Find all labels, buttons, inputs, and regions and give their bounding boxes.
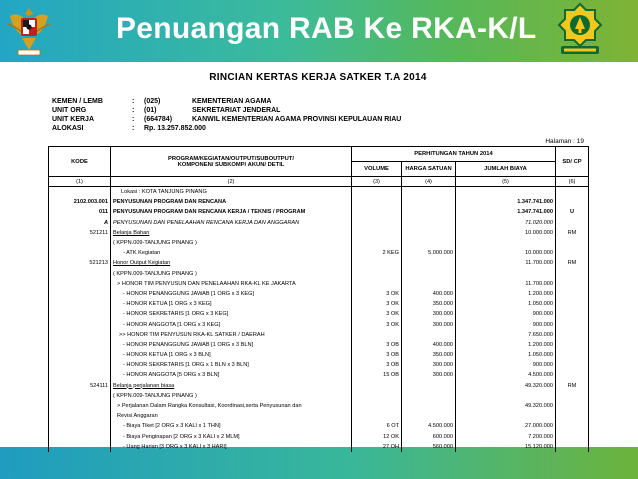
- cell-desc: PENYUSUNAN DAN PENELAAHAN RENCANA KERJA DAN ANGGARAN: [111, 218, 352, 228]
- cell-kode: [49, 319, 111, 329]
- cell-kode: [49, 340, 111, 350]
- cell-harga: [402, 238, 456, 248]
- meta-value: KANWIL KEMENTERIAN AGAMA PROVINSI KEPULAUAN RIAU: [192, 116, 402, 123]
- page-title: Penuangan RAB Ke RKA-K/L: [116, 12, 537, 45]
- cell-jumlah: 10.000.000: [456, 248, 556, 258]
- cell-volume: [352, 411, 402, 421]
- cell-sdcp: [556, 309, 589, 319]
- cell-kode: 524111: [49, 381, 111, 391]
- cell-desc: ( KPPN.009-TANJUNG PINANG ): [111, 238, 352, 248]
- meta-label: UNIT KERJA: [52, 116, 95, 123]
- cell-jumlah: [456, 411, 556, 421]
- cell-jumlah: 71.020.000: [456, 218, 556, 228]
- table-row: [49, 248, 589, 258]
- meta-sep: :: [132, 116, 135, 123]
- cell-sdcp: [556, 289, 589, 299]
- cell-sdcp: [556, 238, 589, 248]
- cell-sdcp: [556, 442, 589, 452]
- table-row: [49, 421, 589, 431]
- header-kode: KODE: [49, 147, 111, 177]
- cell-jumlah: [456, 269, 556, 279]
- cell-volume: 15 OB: [352, 370, 402, 380]
- cell-kode: 011: [49, 207, 111, 217]
- cell-kode: [49, 269, 111, 279]
- col-number: (6): [556, 177, 589, 187]
- cell-kode: 521211: [49, 228, 111, 238]
- cell-desc: > HONOR TIM PENYUSUN DAN PENELAAHAN RKA-KL KE JAKARTA: [111, 279, 352, 289]
- cell-volume: [352, 391, 402, 401]
- cell-jumlah: [456, 391, 556, 401]
- rab-document: [44, 64, 592, 450]
- table-row: [49, 391, 589, 401]
- cell-harga: [402, 381, 456, 391]
- cell-sdcp: U: [556, 207, 589, 217]
- cell-volume: 3 OK: [352, 319, 402, 329]
- cell-volume: 3 OB: [352, 360, 402, 370]
- meta-label: ALOKASI: [52, 125, 84, 132]
- col-number: (1): [49, 177, 111, 187]
- cell-harga: 400.000: [402, 289, 456, 299]
- cell-sdcp: [556, 279, 589, 289]
- cell-volume: [352, 207, 402, 217]
- cell-kode: [49, 330, 111, 340]
- ministry-of-religious-affairs-emblem-icon: [553, 2, 607, 63]
- cell-volume: 3 OB: [352, 350, 402, 360]
- cell-sdcp: RM: [556, 228, 589, 238]
- cell-volume: [352, 330, 402, 340]
- cell-desc: - ATK Kegiatan: [111, 248, 352, 258]
- cell-harga: 350.000: [402, 299, 456, 309]
- cell-kode: [49, 432, 111, 442]
- cell-harga: 300.000: [402, 370, 456, 380]
- cell-kode: [49, 360, 111, 370]
- table-row: [49, 432, 589, 442]
- cell-kode: [49, 248, 111, 258]
- cell-volume: 3 OK: [352, 309, 402, 319]
- cell-desc: ( KPPN.009-TANJUNG PINANG ): [111, 391, 352, 401]
- cell-harga: [402, 228, 456, 238]
- cell-jumlah: 49.320.000: [456, 401, 556, 411]
- header-sdcp: SD/ CP: [556, 147, 589, 177]
- cell-volume: 3 OB: [352, 340, 402, 350]
- meta-code: (025): [144, 98, 161, 105]
- cell-jumlah: 27.000.000: [456, 421, 556, 431]
- cell-kode: A: [49, 218, 111, 228]
- cell-jumlah: 7.650.000: [456, 330, 556, 340]
- header-program-line1: PROGRAM/KEGIATAN/OUTPUT/SUBOUTPUT/: [167, 155, 295, 162]
- cell-volume: 27 OH: [352, 442, 402, 452]
- meta-code: (664784): [144, 116, 173, 123]
- cell-desc: Belanja perjalanan biasa: [111, 381, 352, 391]
- table-row: [49, 350, 589, 360]
- document-title: RINCIAN KERTAS KERJA SATKER T.A 2014: [209, 72, 427, 83]
- cell-jumlah: 1.200.000: [456, 289, 556, 299]
- cell-volume: [352, 197, 402, 207]
- cell-kode: [49, 370, 111, 380]
- header-program: [111, 147, 352, 177]
- cell-desc: - HONOR KETUA [1 ORG x 3 KEG]: [111, 299, 352, 309]
- meta-sep: :: [132, 107, 135, 114]
- header-harga: HARGA SATUAN: [402, 162, 456, 177]
- meta-value: SEKRETARIAT JENDERAL: [192, 107, 281, 114]
- cell-sdcp: [556, 391, 589, 401]
- cell-sdcp: [556, 197, 589, 207]
- cell-jumlah: 11.700.000: [456, 279, 556, 289]
- cell-desc: - HONOR PENANGGUNG JAWAB [1 ORG x 3 BLN]: [111, 340, 352, 350]
- cell-harga: [402, 279, 456, 289]
- table-row: [49, 381, 589, 391]
- cell-jumlah: 11.700.000: [456, 258, 556, 268]
- rab-table: [48, 146, 589, 452]
- meta-code: (01): [144, 107, 157, 114]
- cell-kode: [49, 299, 111, 309]
- cell-kode: [49, 309, 111, 319]
- cell-kode: [49, 187, 111, 198]
- table-row: [49, 238, 589, 248]
- cell-sdcp: [556, 248, 589, 258]
- cell-volume: [352, 228, 402, 238]
- cell-harga: 350.000: [402, 350, 456, 360]
- cell-kode: [49, 421, 111, 431]
- cell-sdcp: [556, 411, 589, 421]
- cell-harga: 300.000: [402, 319, 456, 329]
- table-row: [49, 370, 589, 380]
- cell-desc: - HONOR KETUA [1 ORG x 3 BLN]: [111, 350, 352, 360]
- cell-harga: 600.000: [402, 432, 456, 442]
- cell-desc: - HONOR ANGGOTA [1 ORG x 3 KEG]: [111, 319, 352, 329]
- cell-kode: [49, 391, 111, 401]
- header-volume: VOLUME: [352, 162, 402, 177]
- table-row: [49, 360, 589, 370]
- cell-harga: [402, 197, 456, 207]
- table-row: [49, 411, 589, 421]
- cell-sdcp: [556, 401, 589, 411]
- table-row: [49, 279, 589, 289]
- cell-harga: 560.000: [402, 442, 456, 452]
- cell-sdcp: [556, 350, 589, 360]
- cell-kode: 2102.003.001: [49, 197, 111, 207]
- cell-volume: [352, 401, 402, 411]
- table-row: [49, 207, 589, 217]
- cell-volume: [352, 187, 402, 198]
- col-number: (2): [111, 177, 352, 187]
- cell-sdcp: [556, 299, 589, 309]
- cell-jumlah: 7.200.000: [456, 432, 556, 442]
- table-row: [49, 187, 589, 198]
- meta-sep: :: [132, 125, 135, 132]
- cell-desc: PENYUSUNAN PROGRAM DAN RENCANA KERJA / TEKNIS / PROGRAM: [111, 207, 352, 217]
- cell-desc: > Perjalanan Dalam Rangka Konsultasi, Koordinasi,serta Penyusunan dan: [111, 401, 352, 411]
- cell-jumlah: 1.050.000: [456, 350, 556, 360]
- cell-sdcp: [556, 319, 589, 329]
- cell-desc: Honor Output Kegiatan: [111, 258, 352, 268]
- cell-kode: [49, 411, 111, 421]
- cell-harga: 300.000: [402, 309, 456, 319]
- table-row: [49, 330, 589, 340]
- table-row: [49, 258, 589, 268]
- meta-label: KEMEN / LEMB: [52, 98, 103, 105]
- cell-jumlah: 900.000: [456, 319, 556, 329]
- cell-jumlah: 4.500.000: [456, 370, 556, 380]
- cell-kode: [49, 289, 111, 299]
- cell-harga: 5.000.000: [402, 248, 456, 258]
- table-row: [49, 309, 589, 319]
- cell-desc: - Biaya Tiket [2 ORG x 3 KALI x 1 THN]: [111, 421, 352, 431]
- cell-harga: [402, 269, 456, 279]
- meta-code: Rp. 13.257.852.000: [144, 125, 206, 132]
- col-number: (4): [402, 177, 456, 187]
- table-row: [49, 218, 589, 228]
- table-row: [49, 269, 589, 279]
- cell-sdcp: [556, 360, 589, 370]
- cell-harga: 4.500.000: [402, 421, 456, 431]
- cell-desc: - HONOR PENANGGUNG JAWAB [1 ORG x 3 KEG]: [111, 289, 352, 299]
- cell-volume: [352, 269, 402, 279]
- table-row: [49, 401, 589, 411]
- table-row: [49, 289, 589, 299]
- cell-desc: - HONOR ANGGOTA [5 ORG x 3 BLN]: [111, 370, 352, 380]
- cell-kode: [49, 442, 111, 452]
- table-row: [49, 299, 589, 309]
- cell-harga: [402, 218, 456, 228]
- cell-sdcp: [556, 370, 589, 380]
- cell-kode: [49, 401, 111, 411]
- cell-jumlah: [456, 238, 556, 248]
- cell-harga: [402, 401, 456, 411]
- table-row: [49, 228, 589, 238]
- cell-harga: [402, 411, 456, 421]
- cell-jumlah: [456, 187, 556, 198]
- cell-jumlah: 1.347.741.000: [456, 197, 556, 207]
- cell-volume: 3 OK: [352, 289, 402, 299]
- cell-sdcp: [556, 330, 589, 340]
- cell-harga: [402, 207, 456, 217]
- col-number: (3): [352, 177, 402, 187]
- cell-volume: [352, 238, 402, 248]
- cell-volume: 2 KEG: [352, 248, 402, 258]
- cell-desc: - Biaya Penginapan [2 ORG x 3 KALI x 2 MLM]: [111, 432, 352, 442]
- cell-volume: [352, 218, 402, 228]
- cell-jumlah: 15.120.000: [456, 442, 556, 452]
- cell-kode: [49, 238, 111, 248]
- cell-desc: Belanja Bahan: [111, 228, 352, 238]
- cell-desc: Revisi Anggaran: [111, 411, 352, 421]
- cell-desc: PENYUSUNAN PROGRAM DAN RENCANA: [111, 197, 352, 207]
- page-number: Halaman : 19: [545, 138, 584, 145]
- cell-jumlah: 49.320.000: [456, 381, 556, 391]
- table-row: [49, 197, 589, 207]
- table-row: [49, 319, 589, 329]
- cell-jumlah: 900.000: [456, 309, 556, 319]
- cell-volume: 6 OT: [352, 421, 402, 431]
- cell-sdcp: RM: [556, 381, 589, 391]
- cell-jumlah: 900.000: [456, 360, 556, 370]
- cell-sdcp: [556, 187, 589, 198]
- cell-harga: 400.000: [402, 340, 456, 350]
- cell-sdcp: [556, 421, 589, 431]
- cell-volume: [352, 381, 402, 391]
- meta-value: KEMENTERIAN AGAMA: [192, 98, 272, 105]
- meta-sep: :: [132, 98, 135, 105]
- cell-desc: >> HONOR TIM PENYUSUN RKA-KL SATKER / DAERAH: [111, 330, 352, 340]
- header-jumlah: JUMLAH BIAYA: [456, 162, 556, 177]
- cell-sdcp: [556, 432, 589, 442]
- cell-desc: - HONOR SEKRETARIS [1 ORG x 1 BLN x 3 BLN]: [111, 360, 352, 370]
- col-number: (5): [456, 177, 556, 187]
- cell-harga: [402, 391, 456, 401]
- cell-volume: [352, 279, 402, 289]
- cell-kode: [49, 350, 111, 360]
- garuda-emblem-icon: [6, 2, 52, 63]
- cell-desc: ( KPPN.009-TANJUNG PINANG ): [111, 269, 352, 279]
- cell-sdcp: RM: [556, 258, 589, 268]
- cell-jumlah: 10.000.000: [456, 228, 556, 238]
- cell-volume: [352, 258, 402, 268]
- column-number-row: [49, 177, 589, 187]
- cell-desc: Lokasi : KOTA TANJUNG PINANG: [111, 187, 352, 198]
- cell-volume: 12 OK: [352, 432, 402, 442]
- cell-desc: - HONOR SEKRETARIS [1 ORG x 3 KEG]: [111, 309, 352, 319]
- cell-harga: [402, 258, 456, 268]
- cell-kode: 521213: [49, 258, 111, 268]
- table-header-row: [49, 147, 589, 162]
- cell-jumlah: 1.347.741.000: [456, 207, 556, 217]
- table-row: [49, 442, 589, 452]
- header-perhitungan: PERHITUNGAN TAHUN 2014: [352, 147, 556, 162]
- cell-volume: 3 OK: [352, 299, 402, 309]
- header-program-line2: KOMPONEN/ SUBKOMP/ AKUN/ DETIL: [177, 161, 285, 168]
- cell-sdcp: [556, 340, 589, 350]
- cell-harga: [402, 330, 456, 340]
- cell-jumlah: 1.200.000: [456, 340, 556, 350]
- cell-sdcp: [556, 269, 589, 279]
- cell-sdcp: [556, 218, 589, 228]
- cell-harga: [402, 187, 456, 198]
- cell-harga: 300.000: [402, 360, 456, 370]
- cell-jumlah: 1.050.000: [456, 299, 556, 309]
- cell-kode: [49, 279, 111, 289]
- meta-label: UNIT ORG: [52, 107, 87, 114]
- table-row: [49, 340, 589, 350]
- cell-desc: - Uang Harian [3 ORG x 3 KALI x 3 HARI]: [111, 442, 352, 452]
